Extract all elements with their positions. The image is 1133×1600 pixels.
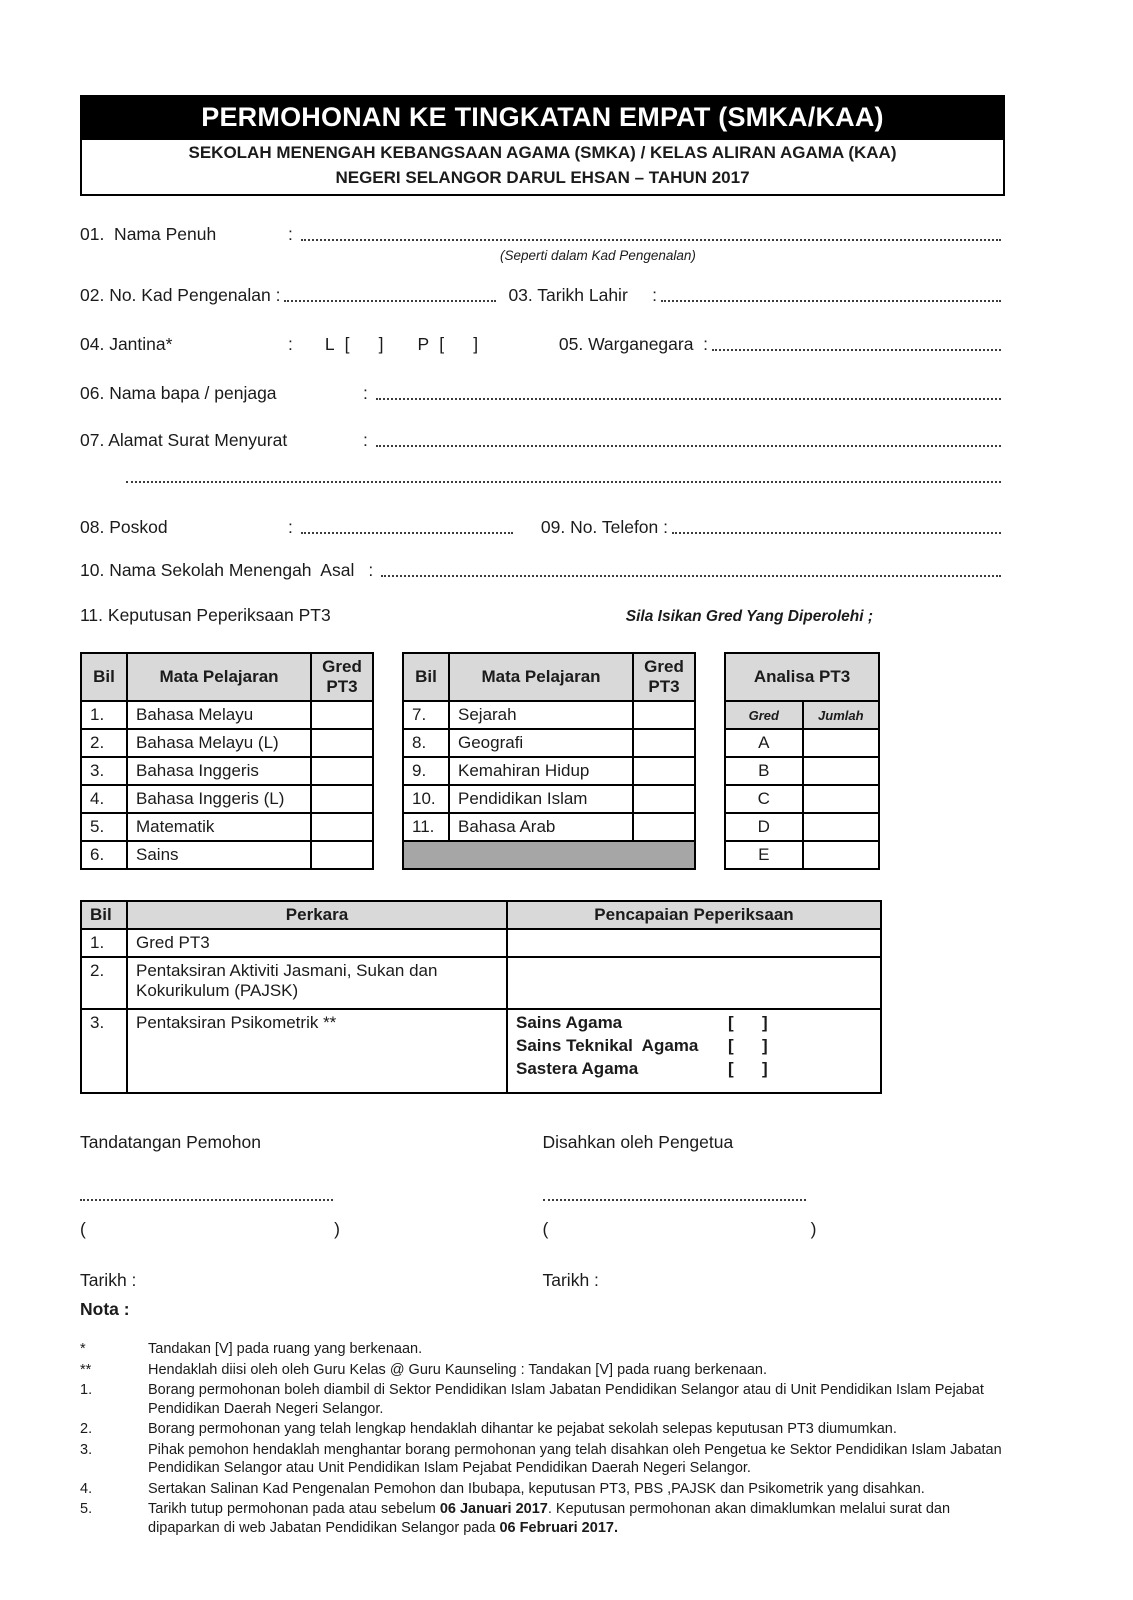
field-08-label: 08. Poskod [80,517,168,537]
psikometrik-option [516,1013,872,1033]
bil-cell: 3. [81,757,127,785]
pt3-results-tables [80,652,1005,870]
table-row [725,757,879,785]
note-item [80,1420,1005,1439]
header-subtitle-2: NEGERI SELANGOR DARUL EHSAN – TAHUN 2017 [335,168,750,187]
field-07-label: 07. Alamat Surat Menyurat [80,430,288,450]
field-row-02-03 [80,285,1005,306]
psikometrik-checkbox[interactable]: [ ] [728,1036,768,1055]
table-row [403,729,695,757]
gred-input-cell[interactable] [311,729,373,757]
bil-cell: 4. [81,785,127,813]
perkara-cell: Pentaksiran Psikometrik ** [127,1009,507,1093]
subject-cell: Bahasa Arab [449,813,633,841]
page-title: PERMOHONAN KE TINGKATAN EMPAT (SMKA/KAA) [82,97,1003,140]
signature-section [80,1132,1005,1291]
note-text [148,1500,1005,1537]
telefon-input[interactable] [672,532,1001,534]
field-row-10 [80,560,1005,581]
table-row [81,701,373,729]
table-header-row [81,653,373,701]
sekolah-asal-input[interactable] [381,575,1001,577]
grade-letter: A [725,729,803,757]
table-row [81,757,373,785]
grade-letter: D [725,813,803,841]
analisa-subheader-row [725,701,879,729]
field-02-label: 02. No. Kad Pengenalan : [80,285,281,305]
bil-cell: 3. [81,1009,127,1093]
note-marker: 2. [80,1421,93,1438]
bil-cell: 10. [403,785,449,813]
colon: : [368,560,374,580]
note-deadline-date: 06 Januari 2017 [439,1501,548,1518]
analisa-pt3-table [724,652,880,870]
field-row-08-09 [80,517,1005,538]
field-03-label: 03. Tarikh Lahir : [508,285,657,305]
table-row [81,813,373,841]
col-header-gred: Gred PT3 [311,653,373,701]
jantina-options [297,334,559,355]
bil-cell: 7. [403,701,449,729]
applicant-date-label: Tarikh : [80,1270,137,1290]
gred-input-cell[interactable] [311,757,373,785]
gred-input-cell[interactable] [311,701,373,729]
jumlah-input-cell[interactable] [803,841,879,869]
note-text: Tandakan [V] pada ruang yang berkenaan. [148,1341,423,1357]
field-09-label: 09. No. Telefon : [540,517,668,537]
table-row [725,785,879,813]
note-marker: ** [80,1361,92,1378]
field-row-07 [80,430,1005,451]
applicant-signature-block [80,1132,543,1291]
field-01-hint: (Seperti dalam Kad Pengenalan) [500,248,696,263]
col-header-perkara: Perkara [127,901,507,929]
psikometrik-option-label: Sains Agama [516,1013,623,1032]
field-11-instruction: Sila Isikan Gred Yang Diperolehi ; [625,608,873,625]
field-row-07b [80,481,1005,487]
notes-section [80,1340,1005,1537]
note-marker: 4. [80,1480,93,1497]
nama-penuh-input[interactable] [301,239,1001,241]
field-05-label: 05. Warganegara : [558,334,709,354]
note-marker: 1. [80,1382,93,1399]
psikometrik-options-cell [507,1009,881,1093]
tarikh-lahir-input[interactable] [661,300,1001,302]
note-text-part: . Keputusan permohonan akan dimaklumkan melalui surat dan dipaparkan di web Jabatan Pendidikan Selangor pada [148,1501,951,1536]
psikometrik-option [516,1036,872,1056]
table-row [81,1009,881,1093]
bil-cell: 1. [81,701,127,729]
note-item [80,1480,1005,1499]
bil-cell: 8. [403,729,449,757]
field-row-04-05 [80,334,1005,355]
bil-cell: 1. [81,929,127,957]
subject-cell: Bahasa Melayu [127,701,311,729]
subject-cell: Kemahiran Hidup [449,757,633,785]
note-text: Hendaklah diisi oleh oleh Guru Kelas @ Guru Kaunseling : Tandakan [V] pada ruang berkenaan. [148,1361,768,1378]
note-item [80,1500,1005,1537]
note-marker: 3. [80,1441,93,1458]
table-row [81,957,881,1009]
note-text: Borang permohonan boleh diambil di Sektor Pendidikan Islam Jabatan Pendidikan Selangor atau di Unit Pendidikan Islam Pejabat Pendidikan Daerah Negeri Selangor. [148,1382,984,1417]
table-header-row [403,653,695,701]
bil-cell: 9. [403,757,449,785]
col-header-bil: Bil [403,653,449,701]
note-result-date: 06 Februari 2017. [499,1519,618,1536]
header-subtitle-1: SEKOLAH MENENGAH KEBANGSAAN AGAMA (SMKA) / KELAS ALIRAN AGAMA (KAA) [188,143,897,162]
note-text: Sertakan Salinan Kad Pengenalan Pemohon dan Ibubapa, keputusan PT3, PBS ,PAJSK dan Psikometrik yang disahkan. [148,1480,925,1497]
applicant-signature-line[interactable] [80,1199,333,1201]
field-row-01 [80,224,1005,245]
empty-filler-cell [403,841,695,869]
field-01-label: 01. Nama Penuh [80,224,217,244]
table-row [81,785,373,813]
paren-open: ( [80,1219,86,1239]
principal-signature-label: Disahkan oleh Pengetua [542,1132,734,1152]
bil-cell: 2. [81,729,127,757]
paren-open: ( [542,1219,549,1239]
subject-cell: Sains [127,841,311,869]
table-row [81,729,373,757]
jantina-l-label: L [324,334,335,354]
perkara-cell: Pentaksiran Aktiviti Jasmani, Sukan dan Kokurikulum (PAJSK) [127,957,507,1009]
subject-cell: Pendidikan Islam [449,785,633,813]
col-header-bil: Bil [81,901,127,929]
psikometrik-option-label: Sains Teknikal Agama [516,1036,699,1055]
principal-signature-line[interactable] [543,1199,806,1201]
field-10-label: 10. Nama Sekolah Menengah Asal [80,560,355,580]
warganegara-input[interactable] [712,349,1001,351]
bil-cell: 6. [81,841,127,869]
table-row [725,813,879,841]
alamat-input-line-2[interactable] [126,481,1001,483]
colon: : [288,224,293,244]
bil-cell: 5. [81,813,127,841]
applicant-signature-label: Tandatangan Pemohon [80,1132,261,1152]
subject-cell: Bahasa Inggeris (L) [127,785,311,813]
subject-cell: Geografi [449,729,633,757]
bil-cell: 2. [81,957,127,1009]
note-item [80,1441,1005,1478]
pencapaian-input-cell[interactable] [507,957,881,1009]
col-header-bil: Bil [81,653,127,701]
psikometrik-option [516,1059,872,1079]
jantina-l-checkbox[interactable]: [ ] [344,334,384,354]
psikometrik-checkbox[interactable]: [ ] [728,1013,768,1032]
table-row [403,701,695,729]
field-row-06 [80,383,1005,404]
kad-pengenalan-input[interactable] [284,300,496,302]
colon: : [288,334,293,354]
grade-letter: B [725,757,803,785]
col-header-gred: Gred PT3 [633,653,695,701]
table-row [403,785,695,813]
col-header-subject: Mata Pelajaran [449,653,633,701]
gred-input-cell[interactable] [311,841,373,869]
poskod-input[interactable] [301,532,513,534]
field-row-11 [80,605,1005,626]
principal-date-label: Tarikh : [542,1270,599,1290]
table-row [403,757,695,785]
note-item [80,1340,1005,1359]
table-header-row [81,901,881,929]
jumlah-input-cell[interactable] [803,757,879,785]
principal-signature-block [543,1132,1006,1291]
note-marker: 5. [80,1501,93,1518]
table-row [81,841,373,869]
gred-input-cell[interactable] [311,813,373,841]
jantina-p-checkbox[interactable]: [ ] [439,334,479,354]
note-item [80,1361,1005,1380]
gred-input-cell[interactable] [633,813,695,841]
field-04-label: 04. Jantina* [80,334,173,354]
paren-close: ) [334,1219,340,1239]
jumlah-input-cell[interactable] [803,729,879,757]
field-11-label: 11. Keputusan Peperiksaan PT3 [80,605,331,625]
note-text: Pihak pemohon hendaklah menghantar borang permohonan yang telah disahkan oleh Pengetua ke Sektor Pendidikan Islam Jabatan Pendidikan Selangor atau Unit Pendidikan Islam Pejabat Pendidikan Daerah Negeri Selangor. [148,1441,1002,1477]
perkara-cell: Gred PT3 [127,929,507,957]
table-row [81,929,881,957]
nama-bapa-input[interactable] [376,398,1001,400]
principal-name-parens [543,1219,817,1240]
pencapaian-input-cell[interactable] [507,929,881,957]
alamat-input-line-1[interactable] [376,445,1001,447]
subject-cell: Bahasa Melayu (L) [127,729,311,757]
psikometrik-checkbox[interactable]: [ ] [728,1059,768,1078]
gred-input-cell[interactable] [633,785,695,813]
colon: : [288,517,293,537]
jantina-p-label: P [417,334,430,354]
form-header [80,95,1005,196]
jumlah-input-cell[interactable] [803,785,879,813]
analisa-col-jumlah: Jumlah [803,701,879,729]
perkara-table [80,900,882,1094]
psikometrik-option-label: Sastera Agama [516,1059,639,1078]
subjects-table-left [80,652,374,870]
bil-cell: 11. [403,813,449,841]
gred-input-cell[interactable] [633,701,695,729]
analisa-col-gred: Gred [725,701,803,729]
table-row [403,841,695,869]
gred-input-cell[interactable] [633,757,695,785]
note-text: Borang permohonan yang telah lengkap hendaklah dihantar ke pejabat sekolah selepas keputusan PT3 diumumkan. [148,1421,897,1438]
field-06-label: 06. Nama bapa / penjaga [80,383,277,403]
analisa-title: Analisa PT3 [725,653,879,701]
gred-input-cell[interactable] [311,785,373,813]
table-header-row [725,653,879,701]
subjects-table-middle [402,652,696,870]
col-header-subject: Mata Pelajaran [127,653,311,701]
col-header-pencapaian: Pencapaian Peperiksaan [507,901,881,929]
subject-cell: Matematik [127,813,311,841]
note-text-part: Tarikh tutup permohonan pada atau sebelum [148,1501,440,1518]
table-row [725,841,879,869]
jumlah-input-cell[interactable] [803,813,879,841]
subject-cell: Bahasa Inggeris [127,757,311,785]
note-item [80,1381,1005,1418]
applicant-name-parens [80,1219,340,1240]
grade-letter: E [725,841,803,869]
subject-cell: Sejarah [449,701,633,729]
colon: : [363,430,368,450]
gred-input-cell[interactable] [633,729,695,757]
table-row [403,813,695,841]
colon: : [363,383,368,403]
note-marker: * [80,1341,86,1357]
grade-letter: C [725,785,803,813]
nota-heading: Nota : [80,1299,130,1319]
table-row [725,729,879,757]
paren-close: ) [810,1219,817,1239]
